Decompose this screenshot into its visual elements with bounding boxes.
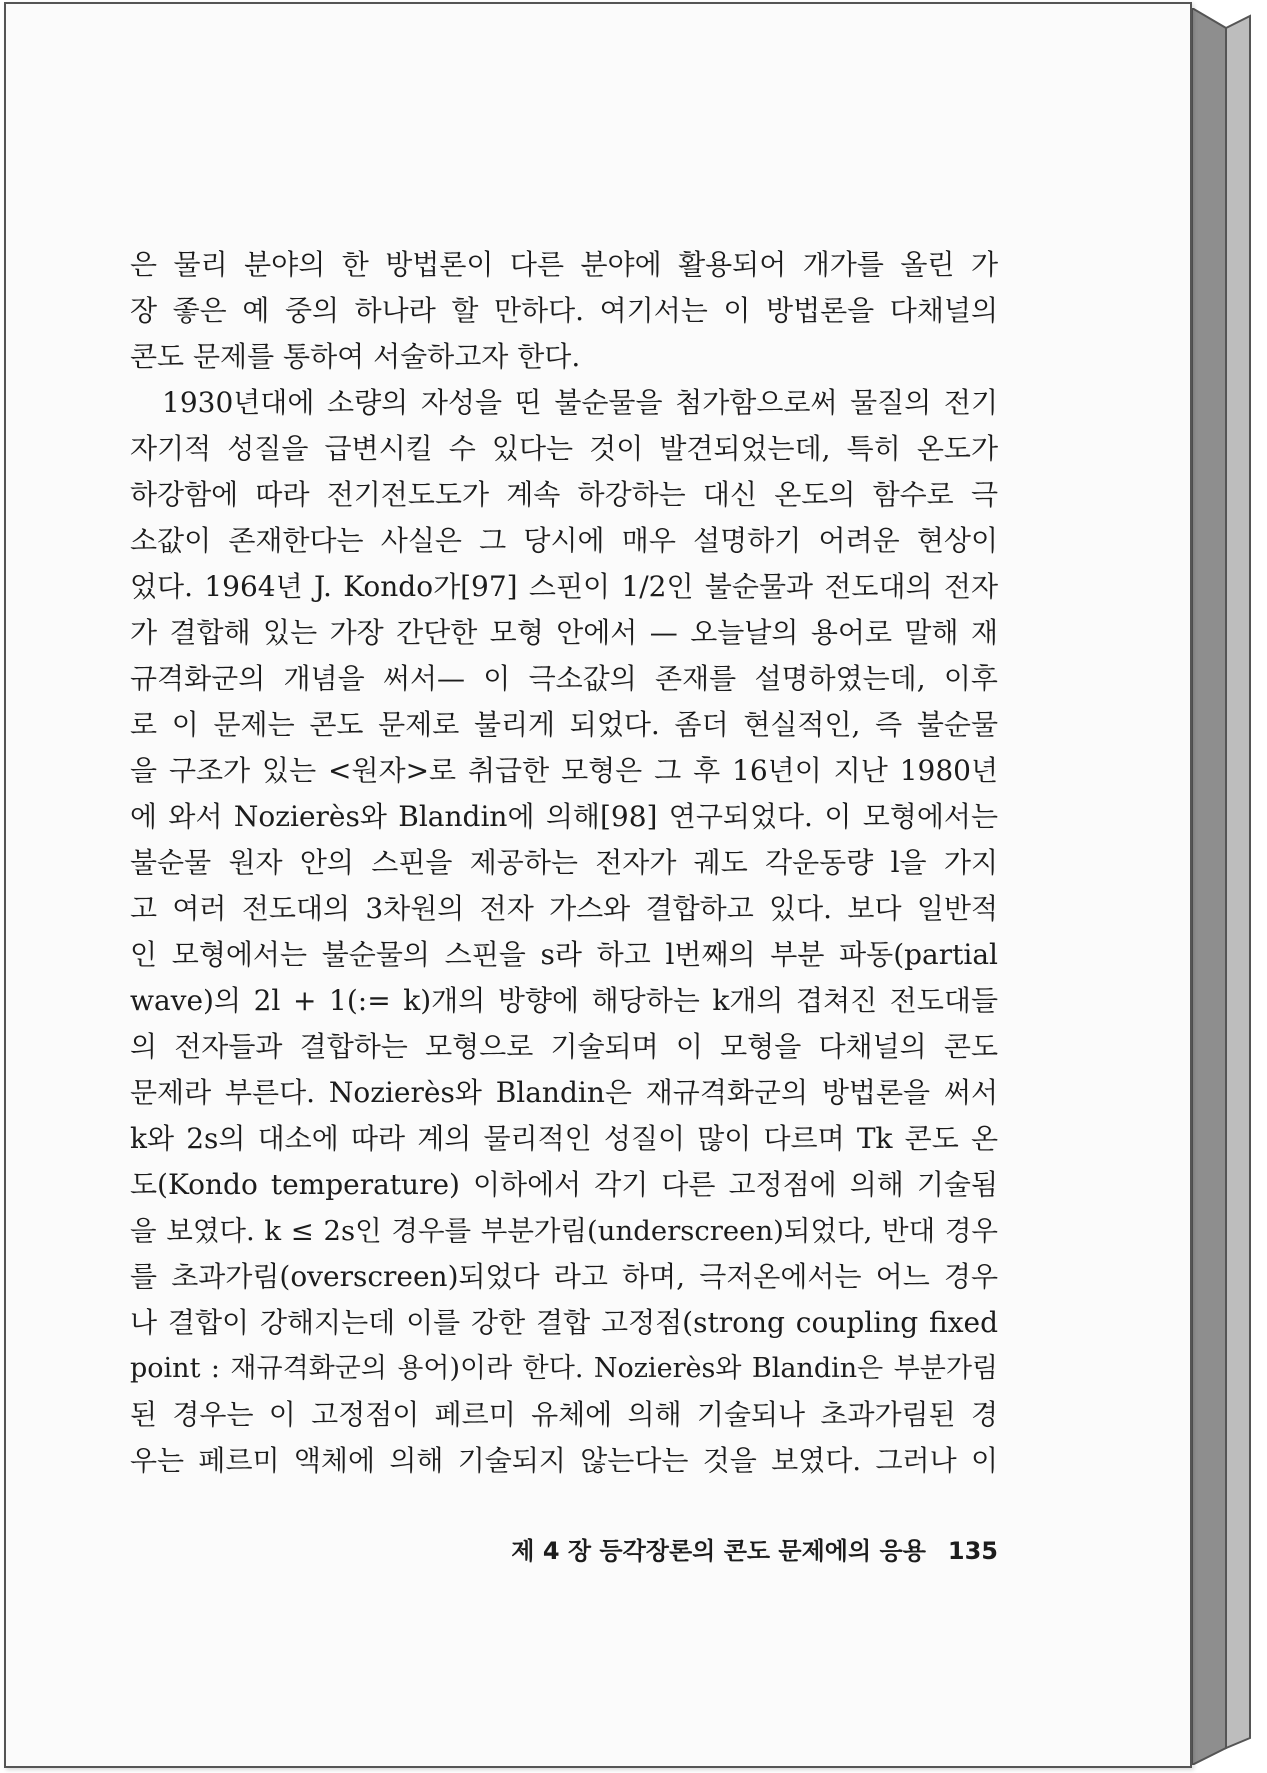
- text-line: 로 이 문제는 콘도 문제로 불리게 되었다. 좀더 현실적인, 즉 불순물: [130, 708, 998, 741]
- text-line: 규격화군의 개념을 써서— 이 극소값의 존재를 설명하였는데, 이후: [130, 662, 998, 695]
- text-line: 도(Kondo temperature) 이하에서 각기 다른 고정점에 의해 기술됨: [130, 1168, 998, 1201]
- text-line: 가 결합해 있는 가장 간단한 모형 안에서 — 오늘날의 용어로 말해 재: [130, 616, 998, 649]
- text-line: 불순물 원자 안의 스핀을 제공하는 전자가 궤도 각운동량 l을 가지: [130, 846, 998, 879]
- page-stack-edge: [1192, 8, 1252, 1765]
- text-line: point : 재규격화군의 용어)이라 한다. Nozierès와 Blandin은 부분가림: [130, 1353, 998, 1384]
- text-line: 은 물리 분야의 한 방법론이 다른 분야에 활용되어 개가를 올린 가: [130, 248, 998, 281]
- text-line: 소값이 존재한다는 사실은 그 당시에 매우 설명하기 어려운 현상이: [130, 524, 998, 557]
- text-line: 인 모형에서는 불순물의 스핀을 s라 하고 l번째의 부분 파동(partial: [130, 938, 998, 971]
- text-line: 을 구조가 있는 <원자>로 취급한 모형은 그 후 16년이 지난 1980년: [130, 754, 998, 787]
- text-line: 1930년대에 소량의 자성을 띤 불순물을 첨가함으로써 물질의 전기: [162, 386, 998, 419]
- text-line: 었다. 1964년 J. Kondo가[97] 스핀이 1/2인 불순물과 전도대의 전자: [130, 570, 998, 603]
- text-line: 에 와서 Nozierès와 Blandin에 의해[98] 연구되었다. 이 모형에서는: [130, 800, 998, 833]
- text-line: 고 여러 전도대의 3차원의 전자 가스와 결합하고 있다. 보다 일반적: [130, 892, 998, 925]
- body-text: [130, 242, 998, 1484]
- text-line: 하강함에 따라 전기전도도가 계속 하강하는 대신 온도의 함수로 극: [130, 478, 998, 511]
- text-line: 콘도 문제를 통하여 서술하고자 한다.: [130, 340, 581, 373]
- page-number: 135: [947, 1537, 998, 1565]
- text-line: 문제라 부른다. Nozierès와 Blandin은 재규격화군의 방법론을 써서: [130, 1076, 998, 1109]
- text-line: 를 초과가림(overscreen)되었다 라고 하며, 극저온에서는 어느 경우: [130, 1260, 998, 1293]
- running-chapter-title: 제 4 장 등각장론의 콘도 문제에의 응용: [511, 1537, 926, 1565]
- text-line: 장 좋은 예 중의 하나라 할 만하다. 여기서는 이 방법론을 다채널의: [130, 294, 998, 327]
- text-line: 된 경우는 이 고정점이 페르미 유체에 의해 기술되나 초과가림된 경: [130, 1398, 998, 1431]
- text-line: k와 2s의 대소에 따라 계의 물리적인 성질이 많이 다르며 Tk 콘도 온: [130, 1122, 998, 1155]
- text-line: 우는 페르미 액체에 의해 기술되지 않는다는 것을 보였다. 그러나 이: [130, 1444, 998, 1477]
- text-line: 의 전자들과 결합하는 모형으로 기술되며 이 모형을 다채널의 콘도: [130, 1030, 998, 1063]
- text-line: 을 보였다. k ≤ 2s인 경우를 부분가림(underscreen)되었다, 반대 경우: [130, 1215, 998, 1247]
- text-line: 나 결합이 강해지는데 이를 강한 결합 고정점(strong coupling fixed: [130, 1306, 998, 1339]
- text-line: wave)의 2l + 1(:= k)개의 방향에 해당하는 k개의 겹쳐진 전도대들: [130, 984, 998, 1017]
- page-footer: [480, 1531, 998, 1571]
- text-line: 자기적 성질을 급변시킬 수 있다는 것이 발견되었는데, 특히 온도가: [130, 432, 998, 465]
